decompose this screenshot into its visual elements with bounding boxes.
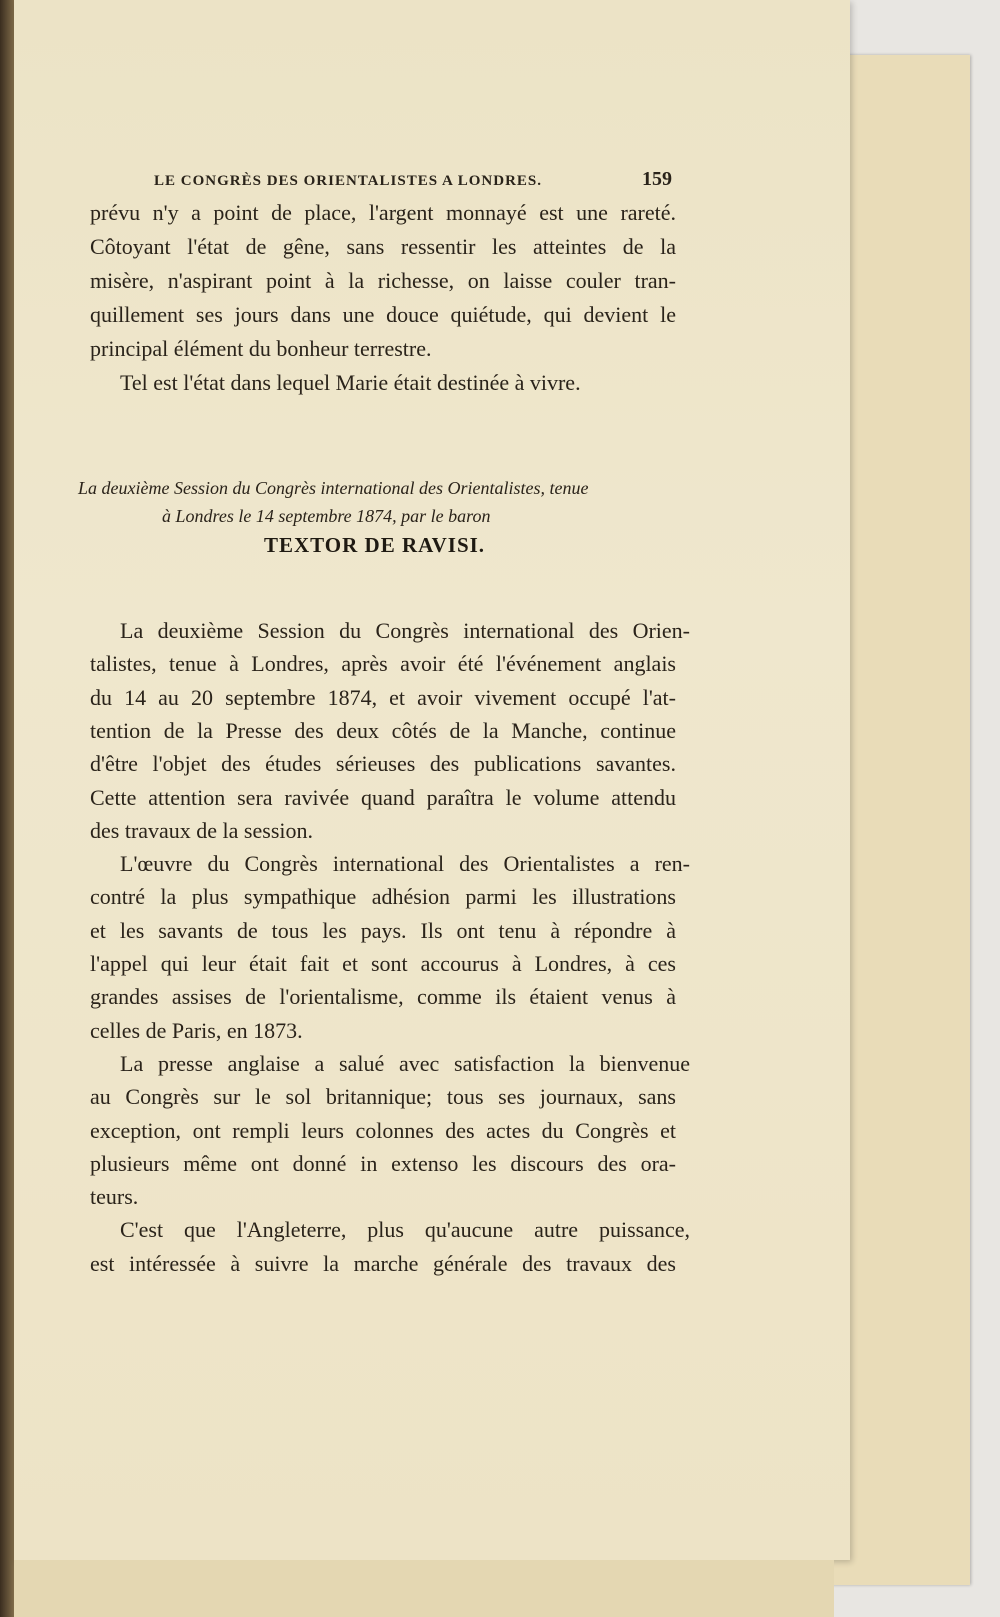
text-line: talistes, tenue à Londres, après avoir été l'événement anglais [90,651,676,677]
caption-author: TEXTOR DE RAVISI. [264,533,486,557]
text-line: au Congrès sur le sol britannique; tous ses journaux, sans [90,1084,676,1110]
caption-line-2: à Londres le 14 septembre 1874, par le baron [162,506,491,526]
text-line: tention de la Presse des deux côtés de la Manche, continue [90,717,676,743]
text-line: C'est que l'Angleterre, plus qu'aucune autre puissance, [120,1217,690,1243]
text-line: des travaux de la session. [90,817,313,843]
text-line: est intéressée à suivre la marche générale des travaux des [90,1250,676,1276]
text-line: Tel est l'état dans lequel Marie était destinée à vivre. [120,370,581,395]
text-line: quillement ses jours dans une douce quiétude, qui devient le [90,302,676,327]
text-line: La deuxième Session du Congrès international des Orien- [120,618,690,643]
text-line: Cette attention sera ravivée quand paraîtra le volume attendu [90,784,676,810]
text-line: misère, n'aspirant point à la richesse, on laisse couler tran- [90,268,676,293]
text-line: prévu n'y a point de place, l'argent monnayé est une rareté. [90,200,676,225]
text-line: grandes assises de l'orientalisme, comme ils étaient venus à [90,984,676,1010]
text-line: teurs. [90,1184,139,1210]
page-bottom-edge [14,1560,834,1617]
text-line: Côtoyant l'état de gêne, sans ressentir les atteintes de la [90,234,676,259]
text-line: L'œuvre du Congrès international des Orientalistes a ren- [120,851,690,877]
text-line: l'appel qui leur était fait et sont accourus à Londres, à ces [90,951,676,976]
text-line: d'être l'objet des études sérieuses des publications savantes. [90,751,676,777]
text-line: principal élément du bonheur terrestre. [90,336,432,361]
text-line: et les savants de tous les pays. Ils ont tenu à répondre à [90,917,676,943]
book-page [14,0,850,1560]
text-line: La presse anglaise a salué avec satisfaction la bienvenue [120,1050,690,1076]
text-line: exception, ont rempli leurs colonnes des actes du Congrès et [90,1117,676,1143]
running-head: LE CONGRÈS DES ORIENTALISTES A LONDRES. [154,173,542,189]
text-line: du 14 au 20 septembre 1874, et avoir vivement occupé l'at- [90,684,676,710]
page-number: 159 [642,168,672,190]
text-line: celles de Paris, en 1873. [90,1017,303,1043]
text-line: contré la plus sympathique adhésion parmi les illustrations [90,884,676,910]
caption-line-1: La deuxième Session du Congrès international des Orientalistes, tenue [78,478,589,498]
text-line: plusieurs même ont donné in extenso les discours des ora- [90,1150,676,1176]
